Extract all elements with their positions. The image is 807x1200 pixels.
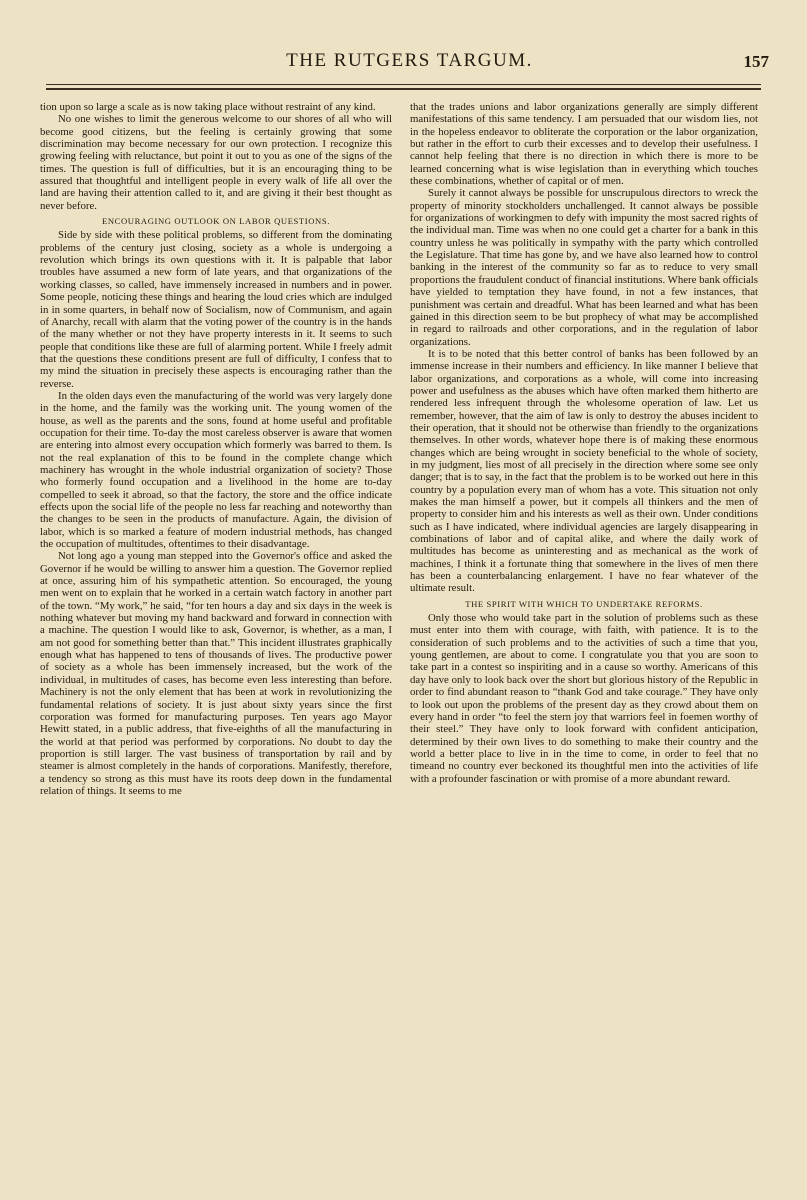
paragraph: In the olden days even the manufacturing of the world was very largely done in the home, and the family was the working unit. The young women of the house, as well as the parents and the sons, found at home useful and profitable occupation for their time. To-day the most careless observer is aware that women are entering into almost every occupation which formerly was barred to them. Is not the real explanation of this to be found in the complete change which machinery has wrought in the whole industrial organization of society? Those who formerly found occupation and a livelihood in the home are to-day compelled to seek it abroad, so that the factory, the store and the office indicate effects upon the social life of the people no less far reaching and noteworthy than the changes to be seen in the products of manufacture. Again, the division of labor, which is so marked a feature of modern industrial methods, has changed the occupation of multitudes, oftentimes to their disadvantage.	[40, 389, 392, 551]
paragraph: tion upon so large a scale as is now taking place without restraint of any kind.	[40, 101, 376, 113]
section-heading: THE SPIRIT WITH WHICH TO UNDERTAKE REFORMS.	[465, 598, 703, 609]
left-column	[40, 101, 392, 797]
header-rule-thin	[46, 84, 761, 85]
page-number: 157	[743, 52, 769, 71]
right-column	[410, 101, 758, 785]
section-heading: ENCOURAGING OUTLOOK ON LABOR QUESTIONS.	[102, 216, 330, 227]
page-header	[40, 50, 779, 80]
paragraph: It is to be noted that this better control of banks has been followed by an immense increase in their numbers and efficiency. In like manner I believe that labor organizations, and corporations as a whole, will come into increasing power and usefulness as the abuses which have often marked them hitherto are rendered less infrequent through the wholesome operation of law. Let us remember, however, that the aim of law is only to destroy the abuses incident to their operation, that it should not be otherwise than friendly to the organizations themselves. In other words, whatever hope there is of making these enormous changes which are being wrought in society beneficial to the whole of society, in my judgment, lies most of all precisely in the direction where some see only danger; that is to say, in the fact that the problem is to be worked out here in this country by a population every man of whom has a vote. This situation not only makes the man himself a power, but it compels all thinkers and the men of property to consider him and his interests as well as their own. Under conditions such as I have indicated, where individual agencies are largely disappearing in combinations of labor and of capital alike, and where the daily work of multitudes has become as uninteresting and as mechanical as the work of machines, I think it a fortunate thing that somewhere in the lives of men there has been a counterbalancing enlargement. I have no fear whatever of the ultimate result.	[410, 347, 758, 595]
paragraph: Side by side with these political problems, so different from the dominating problems of the century just closing, society as a whole is undergoing a revolution which brings its own questions with it. It is palpable that labor troubles have assumed a new form of late years, and that organizations of the working classes, so called, have immensely increased in numbers and in power. Some people, noticing these things and hearing the loud cries which are indulged in in some quarters, in behalf now of Socialism, now of Communism, and again of Anarchy, recall with alarm that the voting power of the country is in the hands of the many whether or not they have property interests in it. It seems to such people that conditions like these are full of alarming portent. While I freely admit that the questions these conditions present are full of difficulty, I confess that to my mind the situation in precisely these aspects is encouraging rather than the reverse.	[40, 229, 392, 390]
paragraph: that the trades unions and labor organizations generally are simply different manifestations of this same tendency. I am persuaded that our wisdom lies, not in the hopeless endeavor to obliterate the corporation or the labor organization, but rather in the effort to curb their excesses and to develop their usefulness. I cannot help feeling that there is no direction in which there is more to be learned concerning what is wise legislation than in everything which touches these combinations, whether of capital or of men.	[410, 101, 758, 188]
paragraph: Not long ago a young man stepped into the Governor's office and asked the Governor if he would be willing to answer him a question. The Governor replied at once, assuring him of his sympathetic attention. So encouraged, the young men went on to explain that he worked in a certain watch factory in another part of the town. “My work,” he said, “for ten hours a day and six days in the week is nothing whatever but moving my hand backward and forward in connection with a machine. The question I would like to ask, Governor, is whether, as a man, I am not good for something better than that.” This incident illustrates graphically enough what has happened to tens of thousands of lives. The productive power of society as a whole has been immensely increased, but the work of the individual, in multitudes of cases, has become even less interesting than before. Machinery is not the only element that has been at work in revolutionizing the fundamental relations of society. It is just about sixty years since the first corporation was formed for manufacturing purposes. Ten years ago Mayor Hewitt stated, in a public address, that five-eighths of all the manufacturing in the world at that period was performed by corporations. No doubt to day the proportion is still larger. The vast business of transportation by rail and by steamer is almost completely in the hands of corporations. Manifestly, therefore, a tendency so strong as this must have its roots deep down in the fundamental relation of things. It seems to me	[40, 550, 392, 797]
paragraph: No one wishes to limit the generous welcome to our shores of all who will become good citizens, but the feeling is certainly growing that some discrimination may become necessary for our own protection. I recognize this growing feeling with reluctance, but point it out to you as one of the signs of the times. The question is full of difficulties, but it is an encouraging thing to be assured that thoughtful and intelligent people in every walk of life all over the land are having their attention called to it, and are giving it their best thought as never before.	[40, 113, 392, 212]
paragraph: Only those who would take part in the solution of problems such as these must enter into them with courage, with faith, with patience. It is to the consideration of such problems and to the activities of such a time that you, young gentlemen, are about to come. I congratulate you that you are soon to take part in a contest so inspiriting and in a cause so worthy. Americans of this day have only to look back over the short but glorious history of the Republic in order to find abundant reason to “thank God and take courage.” They have only to look out upon the problems of the present day as they crowd about them on every hand in order “to feel the stern joy that warriors feel in foemen worthy of their steel.” They have only to look forward with confident anticipation, determined by their own lives to do something to make their country and the world a better place to live in in the time to come, in order to feel that no timeand no country ever beckoned its thoughtful men into the activities of life with a profounder fascination or with promise of a more abundant reward.	[410, 612, 758, 785]
header-rule-thick	[46, 88, 761, 90]
paragraph: Surely it cannot always be possible for unscrupulous directors to wreck the property of minority stockholders unchallenged. It cannot always be possible for organizations of workingmen to defy with impunity the most sacred rights of the individual man. Time was when no one could get a charter for a bank in this country unless he was politically in sympathy with the party which controlled the Legislature. That time has gone by, and we have also learned how to control banking in the interest of the community so far as to reduce to very small proportions the fraudulent conduct of financial institutions. Where bank officials have yielded to temptation they have found, in not a few instances, that punishment was certain and dreadful. What has been learned and what has been gained in this direction seem to be but prophecy of what may be accomplished in regard to railroads and other corporations, and in the regulation of labor organizations.	[410, 187, 759, 348]
masthead-title: THE RUTGERS TARGUM.	[286, 50, 533, 71]
